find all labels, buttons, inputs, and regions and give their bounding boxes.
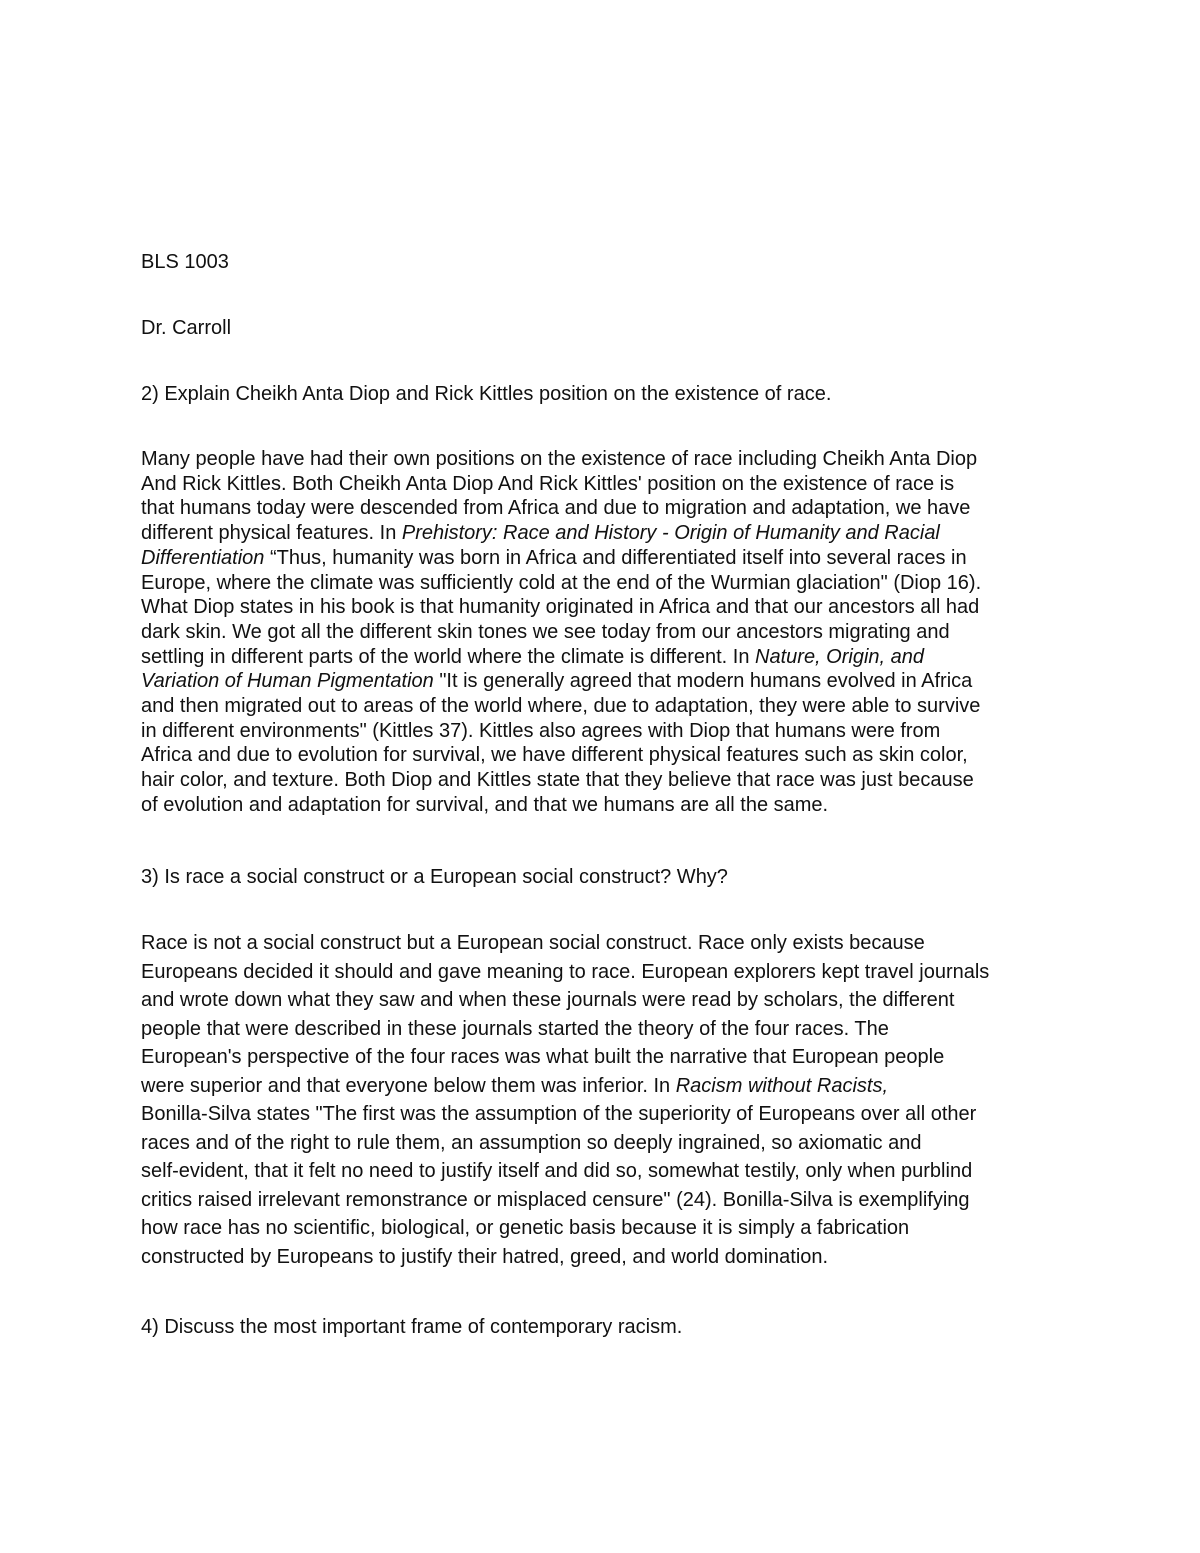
- answer-2-line: Africa and due to evolution for survival, we have different physical features such as skin color,: [141, 744, 968, 767]
- answer-3: [141, 929, 1066, 1271]
- answer-2-line: in different environments" (Kittles 37). Kittles also agrees with Diop that humans were from: [141, 719, 941, 742]
- book-title-prehistory: Prehistory: Race and History - Origin of Humanity and Racial: [401, 522, 940, 545]
- question-3: 3) Is race a social construct or a European social construct? Why?: [141, 866, 728, 888]
- answer-3-line: Bonilla-Silva states "The first was the assumption of the superiority of Europeans over all other: [141, 1103, 977, 1125]
- book-title-nature-cont: Variation of Human Pigmentation: [141, 670, 434, 693]
- book-title-prehistory-cont: Differentiation: [141, 546, 265, 569]
- answer-2-line: What Diop states in his book is that humanity originated in Africa and that our ancestors all had: [141, 596, 980, 619]
- answer-2-line: Variation of Human Pigmentation "It is generally agreed that modern humans evolved in Africa: [141, 670, 973, 693]
- answer-2-line: hair color, and texture. Both Diop and Kittles state that they believe that race was just because: [141, 769, 974, 792]
- question-4: 4) Discuss the most important frame of contemporary racism.: [141, 1316, 683, 1338]
- answer-3-line: and wrote down what they saw and when these journals were read by scholars, the different: [141, 989, 955, 1011]
- answer-3-line: people that were described in these journals started the theory of the four races. The: [141, 1017, 889, 1040]
- book-title-nature: Nature, Origin, and: [755, 645, 925, 668]
- answer-2-line: Europe, where the climate was sufficiently cold at the end of the Wurmian glaciation" (Diop 16).: [141, 571, 982, 594]
- answer-3-line: how race has no scientific, biological, or genetic basis because it is simply a fabrication: [141, 1217, 910, 1239]
- answer-2-line: different physical features. In Prehistory: Race and History - Origin of Humanity and Racial: [141, 522, 940, 545]
- answer-3-line: Race is not a social construct but a European social construct. Race only exists because: [141, 932, 925, 954]
- answer-3-line: critics raised irrelevant remonstrance or misplaced censure" (24). Bonilla-Silva is exemplifying: [141, 1188, 970, 1211]
- answer-3-line: European's perspective of the four races was what built the narrative that European people: [141, 1046, 945, 1068]
- answer-3-line: self-evident, that it felt no need to justify itself and did so, somewhat testily, only when purblind: [141, 1160, 973, 1182]
- instructor-name: Dr. Carroll: [141, 317, 232, 339]
- answer-2-line: that humans today were descended from Africa and due to migration and adaptation, we have: [141, 497, 971, 520]
- answer-2-line: of evolution and adaptation for survival, and that we humans are all the same.: [141, 793, 829, 816]
- answer-2-line: settling in different parts of the world where the climate is different. In Nature, Origin, and: [141, 645, 925, 668]
- answer-3-line: races and of the right to rule them, an assumption so deeply ingrained, so axiomatic and: [141, 1131, 922, 1154]
- question-2: 2) Explain Cheikh Anta Diop and Rick Kittles position on the existence of race.: [141, 383, 832, 405]
- answer-2-line: dark skin. We got all the different skin tones we see today from our ancestors migrating and: [141, 620, 950, 643]
- answer-3-line: constructed by Europeans to justify their hatred, greed, and world domination.: [141, 1245, 829, 1268]
- answer-3-line: were superior and that everyone below them was inferior. In Racism without Racists,: [141, 1074, 889, 1097]
- course-code: BLS 1003: [141, 251, 229, 273]
- answer-2-line: And Rick Kittles. Both Cheikh Anta Diop And Rick Kittles' position on the existence of race is: [141, 472, 955, 495]
- answer-2-line: Differentiation “Thus, humanity was born in Africa and differentiated itself into several races in: [141, 546, 967, 569]
- book-title-racism: Racism without Racists,: [675, 1074, 889, 1097]
- answer-3-line: Europeans decided it should and gave meaning to race. European explorers kept travel journals: [141, 960, 990, 983]
- answer-2: [141, 447, 1066, 818]
- answer-2-line: and then migrated out to areas of the world where, due to adaptation, they were able to survive: [141, 695, 981, 718]
- answer-2-line: Many people have had their own positions on the existence of race including Cheikh Anta Diop: [141, 448, 978, 470]
